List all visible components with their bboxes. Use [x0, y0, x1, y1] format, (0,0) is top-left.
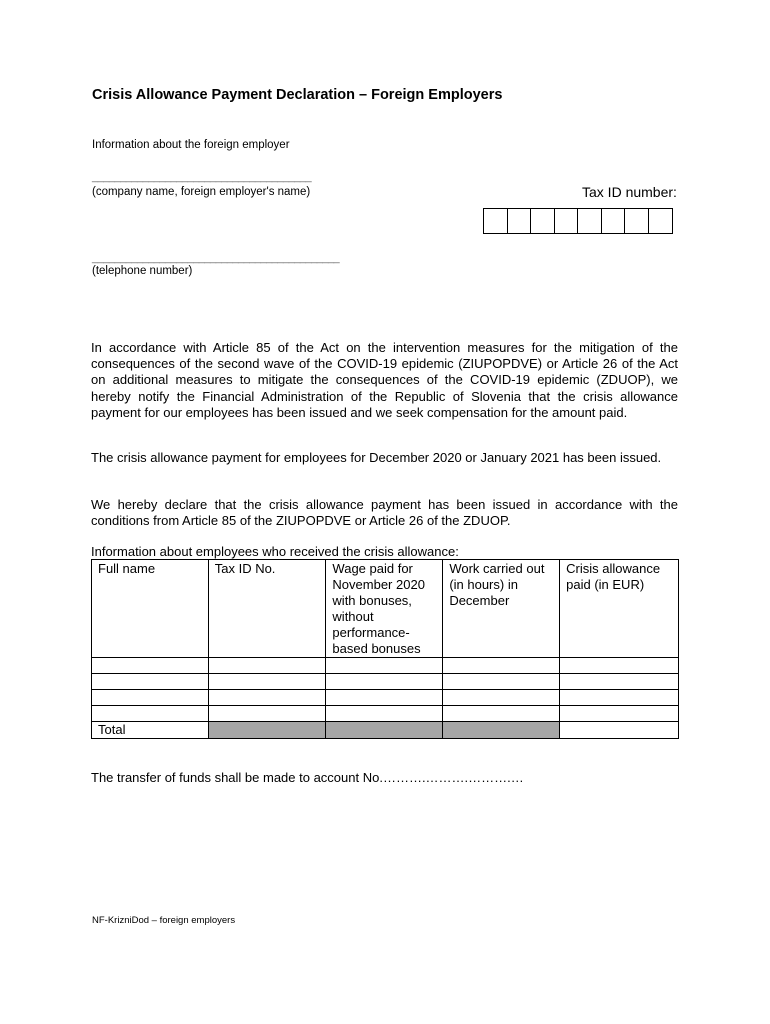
tax-id-digit-box[interactable]	[555, 209, 579, 233]
company-name-caption: (company name, foreign employer's name)	[92, 186, 311, 198]
table-cell[interactable]	[326, 674, 443, 690]
company-name-blank[interactable]: _______________________________________	[92, 171, 312, 183]
total-allowance-cell[interactable]	[560, 722, 679, 739]
table-cell[interactable]	[326, 658, 443, 674]
table-cell[interactable]	[92, 706, 209, 722]
issued-paragraph: The crisis allowance payment for employees for December 2020 or January 2021 has been issued.	[91, 450, 662, 465]
shaded-cell	[326, 722, 443, 739]
header-crisis-allowance: Crisis allowance paid (in EUR)	[560, 560, 679, 658]
header-tax-id: Tax ID No.	[208, 560, 326, 658]
table-cell[interactable]	[443, 690, 560, 706]
tax-id-digit-box[interactable]	[602, 209, 626, 233]
table-cell[interactable]	[560, 690, 679, 706]
telephone-caption: (telephone number)	[92, 265, 193, 277]
tax-id-digit-box[interactable]	[508, 209, 532, 233]
table-cell[interactable]	[208, 658, 326, 674]
table-cell[interactable]	[208, 674, 326, 690]
table-cell[interactable]	[326, 706, 443, 722]
notification-paragraph: In accordance with Article 85 of the Act on the intervention measures for the mitigation of the consequences of the second wave of the COVID-19 epidemic (ZIUPOPDVE) or Article 26 of the Act on additional measures to mitigate the consequences of the COVID-19 epidemic (ZDUOP), we hereby notify the Financial Administration of the Republic of Slovenia that the crisis allowance payment for our employees has been issued and we seek compensation for the amount paid.	[91, 340, 678, 420]
table-cell[interactable]	[208, 690, 326, 706]
employer-info-heading: Information about the foreign employer	[92, 139, 290, 151]
shaded-cell	[208, 722, 326, 739]
table-row	[92, 690, 679, 706]
tax-id-boxes[interactable]	[483, 208, 673, 234]
table-cell[interactable]	[92, 674, 209, 690]
table-total-row	[92, 722, 679, 739]
tax-id-digit-box[interactable]	[578, 209, 602, 233]
shaded-cell	[443, 722, 560, 739]
table-cell[interactable]	[208, 706, 326, 722]
table-row	[92, 674, 679, 690]
table-cell[interactable]	[92, 658, 209, 674]
table-cell[interactable]	[443, 658, 560, 674]
tax-id-digit-box[interactable]	[649, 209, 673, 233]
table-cell[interactable]	[560, 674, 679, 690]
tax-id-digit-box[interactable]	[531, 209, 555, 233]
employee-table	[91, 559, 679, 739]
table-intro: Information about employees who received the crisis allowance:	[91, 544, 459, 559]
tax-id-label: Tax ID number:	[582, 184, 677, 200]
table-row	[92, 658, 679, 674]
transfer-account-text: The transfer of funds shall be made to account No.……….……….……….…	[91, 770, 524, 785]
declaration-paragraph: We hereby declare that the crisis allowance payment has been issued in accordance with the conditions from Article 85 of the ZIUPOPDVE or Article 26 of the ZDUOP.	[91, 497, 678, 529]
table-cell[interactable]	[560, 658, 679, 674]
total-label: Total	[92, 722, 209, 739]
footer-reference: NF-KrizniDod – foreign employers	[92, 915, 236, 926]
document-title: Crisis Allowance Payment Declaration – Foreign Employers	[92, 87, 503, 103]
tax-id-digit-box[interactable]	[484, 209, 508, 233]
header-wage-paid: Wage paid for November 2020 with bonuses, without performance-based bonuses	[326, 560, 443, 658]
header-full-name: Full name	[92, 560, 209, 658]
table-cell[interactable]	[326, 690, 443, 706]
table-cell[interactable]	[443, 674, 560, 690]
table-cell[interactable]	[92, 690, 209, 706]
table-header-row	[92, 560, 679, 658]
tax-id-digit-box[interactable]	[625, 209, 649, 233]
telephone-blank[interactable]: ____________________________________________	[92, 252, 340, 264]
table-cell[interactable]	[443, 706, 560, 722]
header-work-hours: Work carried out (in hours) in December	[443, 560, 560, 658]
table-cell[interactable]	[560, 706, 679, 722]
table-row	[92, 706, 679, 722]
